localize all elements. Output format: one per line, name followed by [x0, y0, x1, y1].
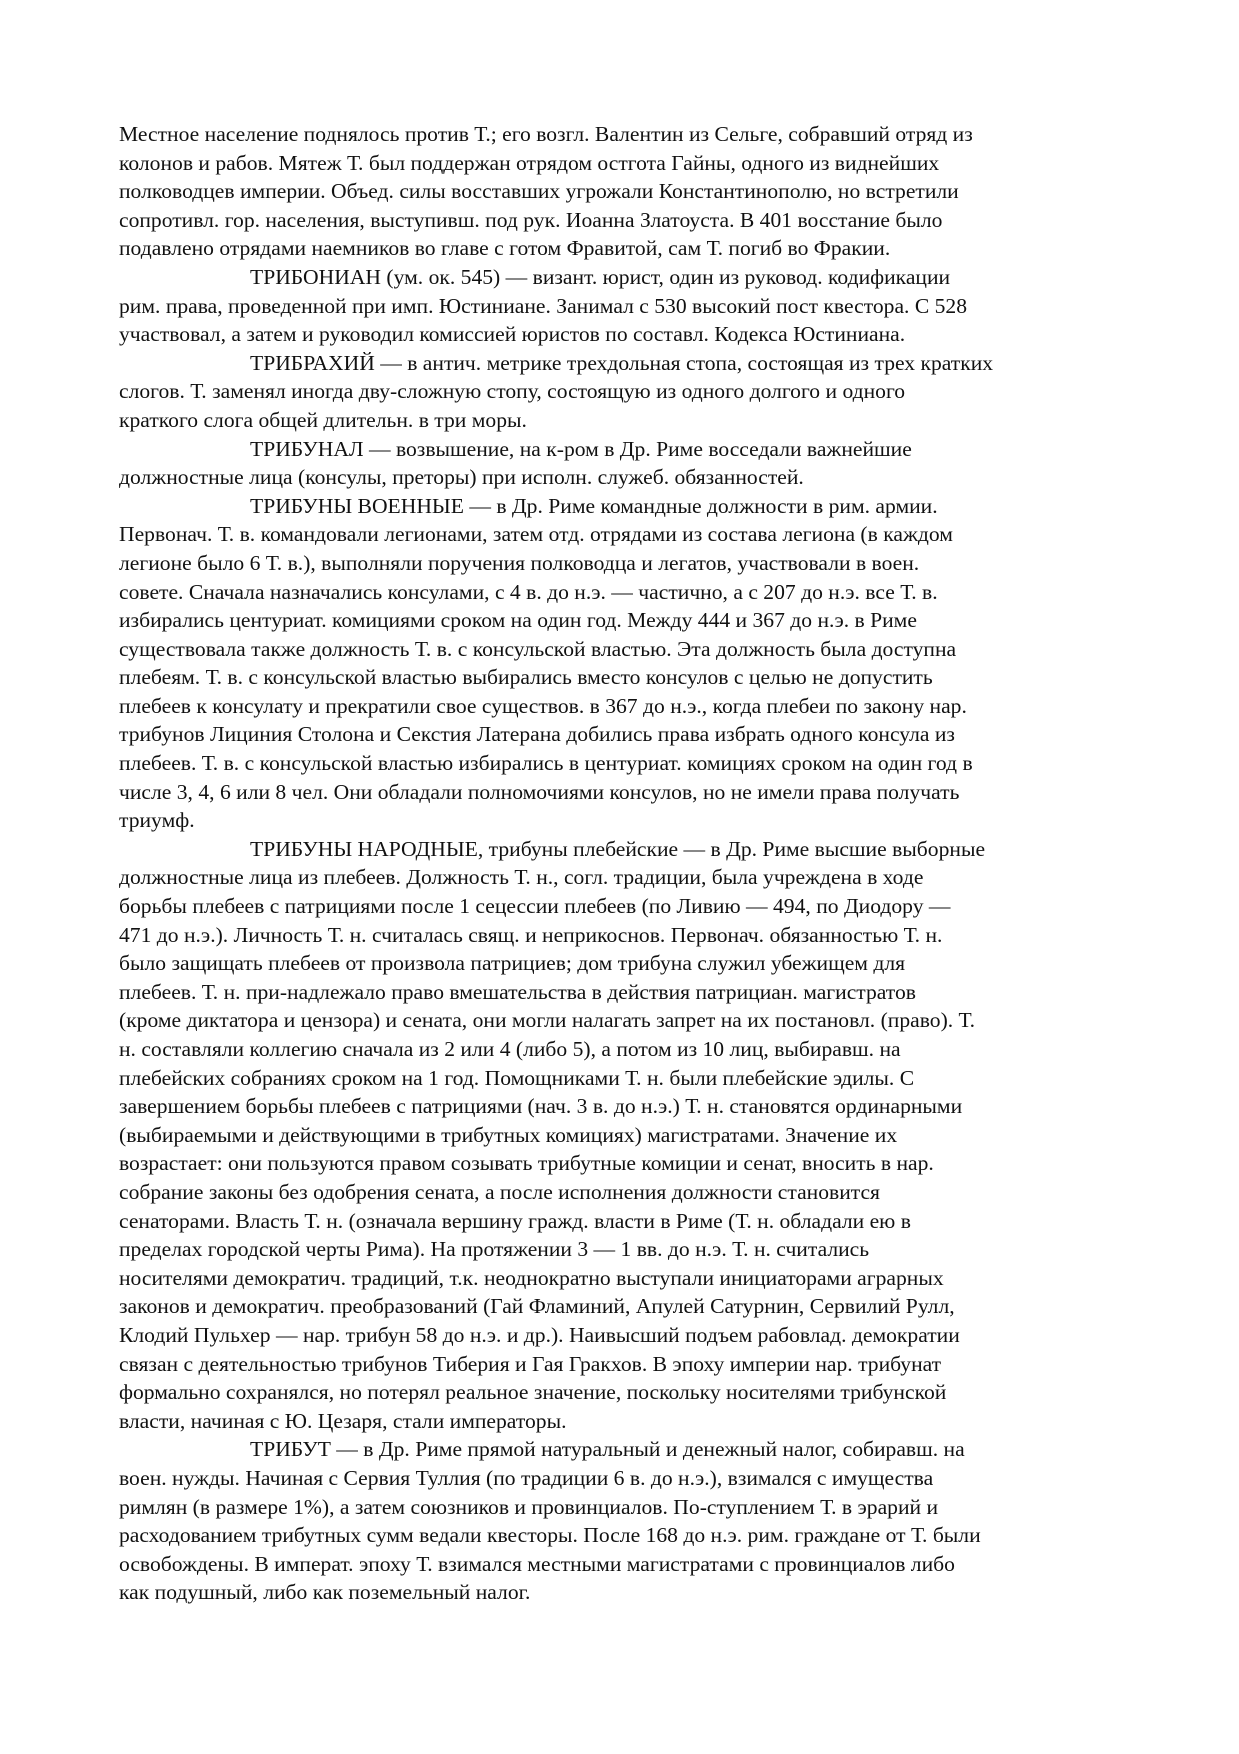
text-line: носителями демократич. традиций, т.к. неоднократно выступали инициаторами аграрных — [119, 1265, 944, 1290]
text-line: ТРИБРАХИЙ — в антич. метрике трехдольная стопа, состоящая из трех кратких — [250, 350, 994, 375]
text-line: ТРИБУНЫ ВОЕННЫЕ — в Др. Риме командные должности в рим. армии. — [250, 493, 938, 518]
text-line: расходованием трибутных сумм ведали квесторы. После 168 до н.э. рим. граждане от Т. были — [119, 1523, 981, 1548]
text-line: римлян (в размере 1%), а затем союзников и провинциалов. По-ступлением Т. в эрарий и — [119, 1494, 939, 1519]
text-line: колонов и рабов. Мятеж Т. был поддержан отрядом остгота Гайны, одного из виднейших — [119, 150, 940, 175]
text-line: избирались центуриат. комициями сроком на один год. Между 444 и 367 до н.э. в Риме — [119, 608, 917, 633]
text-line: возрастает: они пользуются правом созывать трибутные комиции и сенат, вносить в нар. — [119, 1151, 934, 1176]
text-line: воен. нужды. Начиная с Сервия Туллия (по традиции 6 в. до н.э.), взимался с имущества — [119, 1465, 934, 1490]
text-line: краткого слога общей длительн. в три моры. — [119, 407, 527, 432]
paragraph-tribonian — [119, 263, 1129, 349]
text-line: (выбираемыми и действующими в трибутных комициях) магистратами. Значение их — [119, 1122, 898, 1147]
text-line: сопротивл. гор. населения, выступивш. под рук. Иоанна Златоуста. В 401 восстание было — [119, 207, 943, 232]
text-line: плебеев. Т. в. с консульской властью избирались в центуриат. комициях сроком на один год в — [119, 751, 973, 776]
text-line: плебеев. Т. н. при-надлежало право вмешательства в действия патрициан. магистратов — [119, 979, 916, 1004]
text-line: плебеям. Т. в. с консульской властью выбирались вместо консулов с целью не допустить — [119, 665, 933, 690]
text-line: слогов. Т. заменял иногда дву-сложную стопу, состоящую из одного долгого и одного — [119, 379, 906, 404]
text-line: сенаторами. Власть Т. н. (означала вершину гражд. власти в Риме (Т. н. обладали ею в — [119, 1208, 911, 1233]
text-line: совете. Сначала назначались консулами, с 4 в. до н.э. — частично, а с 207 до н.э. все Т. в. — [119, 579, 938, 604]
text-line: трибунов Лициния Столона и Секстия Латерана добились права избрать одного консула из — [119, 722, 955, 747]
text-line: существовала также должность Т. в. с консульской властью. Эта должность была доступна — [119, 636, 957, 661]
paragraph-tribunal — [119, 435, 1129, 492]
text-line: ТРИБУНАЛ — возвышение, на к-ром в Др. Риме восседали важнейшие — [250, 436, 912, 461]
text-line: законов и демократич. преобразований (Гай Фламиний, Апулей Сатурнин, Сервилий Рулл, — [119, 1294, 955, 1319]
text-line: (кроме диктатора и цензора) и сената, они могли налагать запрет на их постановл. (право). Т. — [119, 1008, 975, 1033]
text-line: участвовал, а затем и руководил комиссией юристов по составл. Кодекса Юстиниана. — [119, 322, 906, 347]
text-line: как подушный, либо как поземельный налог. — [119, 1580, 531, 1605]
text-line: должностные лица из плебеев. Должность Т. н., согл. традиции, была учреждена в ходе — [119, 865, 924, 890]
text-line: ТРИБУНЫ НАРОДНЫЕ, трибуны плебейские — в Др. Риме высшие выборные — [250, 836, 986, 861]
text-line: должностные лица (консулы, преторы) при исполн. служеб. обязанностей. — [119, 465, 804, 490]
paragraph-tribuni-militares — [119, 492, 1129, 835]
text-line: ТРИБУТ — в Др. Риме прямой натуральный и денежный налог, собиравш. на — [250, 1437, 965, 1462]
text-line: Первонач. Т. в. командовали легионами, затем отд. отрядами из состава легиона (в каждом — [119, 522, 953, 547]
paragraph-tribuni-plebis — [119, 835, 1129, 1435]
text-line: формально сохранялся, но потерял реальное значение, поскольку носителями трибунской — [119, 1380, 947, 1405]
text-line: освобождены. В императ. эпоху Т. взимался местными магистратами с провинциалов либо — [119, 1551, 955, 1576]
text-line: подавлено отрядами наемников во главе с готом Фравитой, сам Т. погиб во Фракии. — [119, 236, 891, 261]
text-line: триумф. — [119, 808, 195, 833]
text-line: пределах городской черты Рима). На протяжении 3 — 1 вв. до н.э. Т. н. считались — [119, 1237, 870, 1262]
text-line: связан с деятельностью трибунов Тиберия и Гая Гракхов. В эпоху империи нар. трибунат — [119, 1351, 942, 1376]
text-line: завершением борьбы плебеев с патрициями (нач. 3 в. до н.э.) Т. н. становятся ординарными — [119, 1094, 963, 1119]
text-line: Местное население поднялось против Т.; его возгл. Валентин из Сельге, собравший отряд из — [119, 122, 973, 146]
paragraph-tributum — [119, 1435, 1129, 1607]
paragraph-tribrachius — [119, 349, 1129, 435]
text-line: собрание законы без одобрения сената, а после исполнения должности становится — [119, 1179, 880, 1204]
paragraph-intro-tail — [119, 120, 1129, 263]
text-line: легионе было 6 Т. в.), выполняли поручения полководца и легатов, участвовали в воен. — [119, 550, 920, 575]
text-line: плебеев к консулату и прекратили свое существов. в 367 до н.э., когда плебеи по закону нар. — [119, 693, 967, 718]
text-line: рим. права, проведенной при имп. Юстиниане. Занимал с 530 высокий пост квестора. С 528 — [119, 293, 968, 318]
document-page — [119, 120, 1129, 1607]
text-line: плебейских собраниях сроком на 1 год. Помощниками Т. н. были плебейские эдилы. С — [119, 1065, 915, 1090]
text-line: борьбы плебеев с патрициями после 1 сецессии плебеев (по Ливию — 494, по Диодору — — [119, 894, 951, 919]
text-line: числе 3, 4, 6 или 8 чел. Они обладали полномочиями консулов, но не имели права получать — [119, 779, 960, 804]
text-line: 471 до н.э.). Личность Т. н. считалась свящ. и неприкоснов. Первонач. обязанностью Т. н. — [119, 922, 943, 947]
text-line: было защищать плебеев от произвола патрициев; дом трибуна служил убежищем для — [119, 951, 906, 976]
text-line: н. составляли коллегию сначала из 2 или 4 (либо 5), а потом из 10 лиц, выбиравш. на — [119, 1037, 901, 1061]
text-line: полководцев империи. Объед. силы восставших угрожали Константинополю, но встретили — [119, 179, 959, 204]
text-line: ТРИБОНИАН (ум. ок. 545) — визант. юрист, один из руковод. кодификации — [250, 264, 951, 289]
text-line: власти, начиная с Ю. Цезаря, стали императоры. — [119, 1408, 567, 1433]
text-line: Клодий Пульхер — нар. трибун 58 до н.э. и др.). Наивысший подъем рабовлад. демократии — [119, 1322, 960, 1347]
